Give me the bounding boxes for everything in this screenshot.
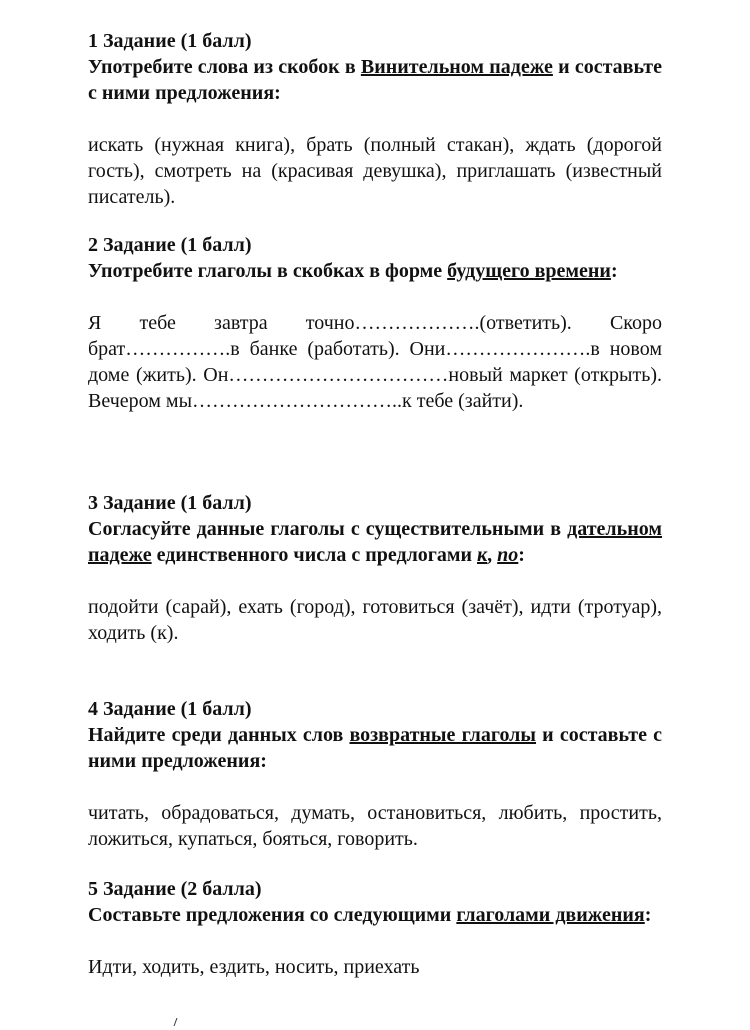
instruction-text: Согласуйте данные глаголы с существительными в [88, 518, 568, 540]
instruction-underlined: возвратные глаголы [349, 724, 537, 746]
task-title: 5 Задание (2 балла) [88, 878, 262, 900]
task-instruction [88, 258, 662, 284]
task-title: 1 Задание (1 балл) [88, 30, 252, 52]
instruction-underlined: будущего времени [447, 260, 611, 282]
instruction-text: , [487, 544, 498, 566]
task-3 [88, 490, 662, 646]
task-title: 4 Задание (1 балл) [88, 698, 252, 720]
instruction-underlined: глаголами движения [456, 904, 645, 926]
instruction-text: и составьте с ними предложения: [88, 724, 663, 772]
task-title: 3 Задание (1 балл) [88, 492, 252, 514]
task-instruction [88, 54, 662, 106]
instruction-underlined: к [477, 544, 488, 566]
instruction-underlined: Винительном падеже [360, 56, 553, 78]
instruction-text: Составьте предложения со следующими [88, 904, 457, 926]
task-instruction [88, 516, 662, 568]
task-2 [88, 232, 662, 414]
task-instruction [88, 722, 662, 774]
instruction-text: Употребите слова из скобок в [88, 56, 361, 78]
instruction-text: Употребите глаголы в скобках в форме [88, 260, 448, 282]
stray-mark [174, 1018, 182, 1026]
task-content: подойти (сарай), ехать (город), готовиться (зачёт), идти (тротуар), ходить (к). [88, 596, 662, 644]
instruction-text: Найдите среди данных слов [88, 724, 350, 746]
task-content: Я тебе завтра точно……………….(ответить). Скоро брат…………….в банке (работать). Они………………….в новом доме (жить). Он……………………………новый маркет (открыть). Вечером мы…………………………..к тебе (зайти). [88, 312, 662, 412]
task-instruction [88, 902, 662, 928]
instruction-text: : [518, 544, 525, 566]
task-5 [88, 876, 662, 980]
instruction-underlined: по [497, 544, 519, 566]
instruction-text: : [610, 260, 618, 282]
task-content: искать (нужная книга), брать (полный стакан), ждать (дорогой гость), смотреть на (красивая девушка), приглашать (известный писатель). [88, 134, 662, 208]
instruction-text: единственного числа с предлогами [151, 544, 478, 566]
task-1 [88, 28, 662, 210]
task-4 [88, 696, 662, 852]
instruction-text: : [644, 904, 652, 926]
task-content: Идти, ходить, ездить, носить, приехать [88, 956, 420, 978]
instruction-text: и составьте с ними предложения: [88, 56, 662, 104]
instruction-underlined: дательном падеже [88, 518, 662, 566]
task-content: читать, обрадоваться, думать, остановиться, любить, простить, ложиться, купаться, бояться, говорить. [88, 802, 662, 850]
task-title: 2 Задание (1 балл) [88, 234, 252, 256]
